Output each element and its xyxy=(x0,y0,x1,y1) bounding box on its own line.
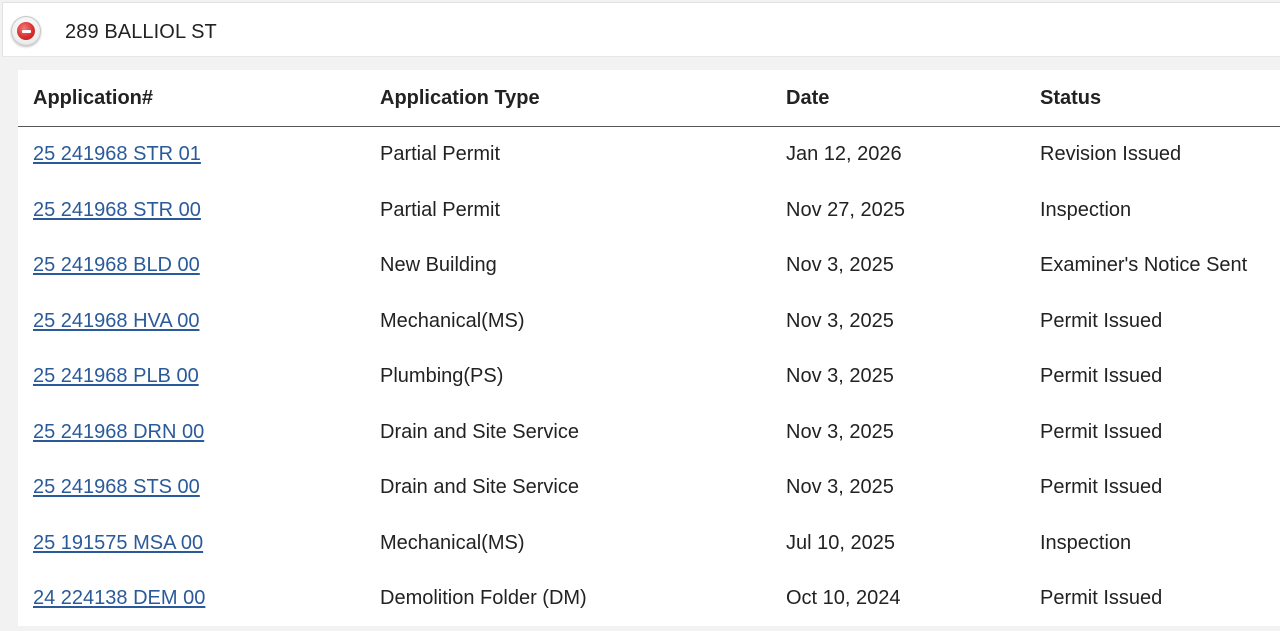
application-link[interactable]: 25 241968 PLB 00 xyxy=(33,365,199,388)
header-application-type: Application Type xyxy=(365,70,771,127)
application-type-cell: Drain and Site Service xyxy=(380,476,579,499)
status-cell: Revision Issued xyxy=(1040,143,1182,166)
application-link[interactable]: 25 191575 MSA 00 xyxy=(33,531,204,554)
date-cell: Jan 12, 2026 xyxy=(786,143,902,166)
application-number-cell xyxy=(18,516,365,572)
application-link[interactable]: 24 224138 DEM 00 xyxy=(33,587,206,610)
date-cell: Nov 3, 2025 xyxy=(786,365,894,388)
application-link[interactable]: 25 241968 STS 00 xyxy=(33,476,200,499)
application-number-cell xyxy=(18,294,365,350)
table-row xyxy=(18,405,1280,461)
application-type-cell: Partial Permit xyxy=(380,143,501,166)
application-link[interactable]: 25 241968 BLD 00 xyxy=(33,254,200,277)
date-cell: Nov 3, 2025 xyxy=(786,309,894,332)
table-row xyxy=(18,460,1280,516)
status-cell: Permit Issued xyxy=(1040,365,1163,388)
status-cell: Inspection xyxy=(1040,531,1132,554)
application-number-cell xyxy=(18,238,365,294)
date-cell: Jul 10, 2025 xyxy=(786,531,895,554)
date-cell: Oct 10, 2024 xyxy=(786,587,901,610)
date-cell: Nov 3, 2025 xyxy=(786,254,894,277)
header-status: Status xyxy=(1025,70,1280,127)
header-date: Date xyxy=(771,70,1025,127)
date-cell: Nov 3, 2025 xyxy=(786,420,894,443)
status-cell: Inspection xyxy=(1040,198,1132,221)
application-link[interactable]: 25 241968 STR 00 xyxy=(33,198,201,221)
application-type-cell: Demolition Folder (DM) xyxy=(380,587,587,610)
status-cell: Permit Issued xyxy=(1040,476,1163,499)
application-number-cell xyxy=(18,127,365,183)
application-number-cell xyxy=(18,460,365,516)
date-cell: Nov 3, 2025 xyxy=(786,476,894,499)
application-type-cell: Plumbing(PS) xyxy=(380,365,504,388)
collapse-button[interactable] xyxy=(11,16,41,46)
date-cell: Nov 27, 2025 xyxy=(786,198,905,221)
applications-table xyxy=(18,70,1280,627)
application-number-cell xyxy=(18,349,365,405)
application-type-cell: Partial Permit xyxy=(380,198,501,221)
status-cell: Permit Issued xyxy=(1040,309,1163,332)
applications-panel xyxy=(18,70,1280,626)
application-type-cell: Drain and Site Service xyxy=(380,420,579,443)
address-header xyxy=(2,2,1280,57)
application-link[interactable]: 25 241968 STR 01 xyxy=(33,143,201,166)
table-row xyxy=(18,183,1280,239)
application-link[interactable]: 25 241968 DRN 00 xyxy=(33,420,205,443)
application-number-cell xyxy=(18,405,365,461)
application-number-cell xyxy=(18,183,365,239)
table-row xyxy=(18,238,1280,294)
application-type-cell: Mechanical(MS) xyxy=(380,531,525,554)
status-cell: Examiner's Notice Sent xyxy=(1040,254,1248,277)
table-row xyxy=(18,349,1280,405)
table-row xyxy=(18,127,1280,183)
table-row xyxy=(18,516,1280,572)
application-link[interactable]: 25 241968 HVA 00 xyxy=(33,309,200,332)
status-cell: Permit Issued xyxy=(1040,420,1163,443)
table-row xyxy=(18,571,1280,627)
address-title: 289 BALLIOL ST xyxy=(65,21,217,43)
application-type-cell: New Building xyxy=(380,254,497,277)
status-cell: Permit Issued xyxy=(1040,587,1163,610)
application-type-cell: Mechanical(MS) xyxy=(380,309,525,332)
minus-bar xyxy=(22,30,31,33)
table-row xyxy=(18,294,1280,350)
table-header-row xyxy=(18,70,1280,127)
minus-circle-icon xyxy=(17,22,35,40)
header-application-number: Application# xyxy=(18,70,365,127)
application-number-cell xyxy=(18,571,365,627)
